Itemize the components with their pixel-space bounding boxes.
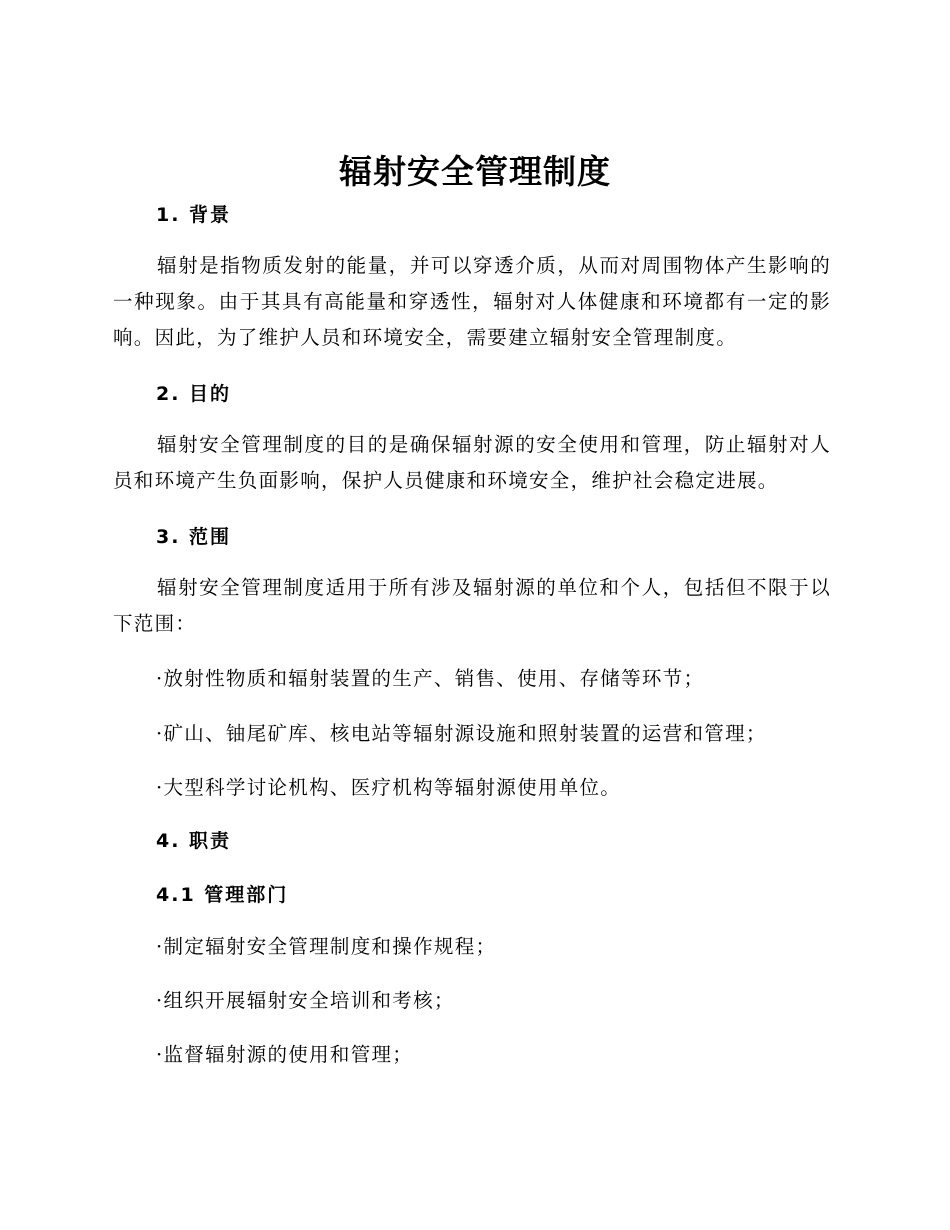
management-bullet-item: ·组织开展辐射安全培训和考核； <box>156 989 455 1012</box>
section-paragraph-scope: 辐射安全管理制度适用于所有涉及辐射源的单位和个人，包括但不限于以下范围： <box>113 576 831 635</box>
scope-bullet-item: ·放射性物质和辐射装置的生产、销售、使用、存储等环节； <box>156 667 705 690</box>
management-bullet-item: ·制定辐射安全管理制度和操作规程； <box>156 935 497 958</box>
document-title: 辐射安全管理制度 <box>339 152 611 191</box>
section-heading-background: 1. 背景 <box>156 204 232 226</box>
subsection-heading-management: 4.1 管理部门 <box>156 884 289 906</box>
scope-bullet-item: ·大型科学讨论机构、医疗机构等辐射源使用单位。 <box>156 776 622 799</box>
section-paragraph-background: 辐射是指物质发射的能量，并可以穿透介质，从而对周围物体产生影响的一种现象。由于其具有高能量和穿透性，辐射对人体健康和环境都有一定的影响。因此，为了维护人员和环境安全，需要建立辐射安全管理制度。 <box>113 254 831 349</box>
section-heading-purpose: 2. 目的 <box>156 383 232 405</box>
section-paragraph-purpose: 辐射安全管理制度的目的是确保辐射源的安全使用和管理，防止辐射对人员和环境产生负面影响，保护人员健康和环境安全，维护社会稳定进展。 <box>113 433 831 492</box>
section-heading-scope: 3. 范围 <box>156 526 232 548</box>
scope-bullet-item: ·矿山、铀尾矿库、核电站等辐射源设施和照射装置的运营和管理； <box>156 722 767 745</box>
section-heading-duties: 4. 职责 <box>156 830 232 852</box>
management-bullet-item: ·监督辐射源的使用和管理； <box>156 1043 414 1066</box>
